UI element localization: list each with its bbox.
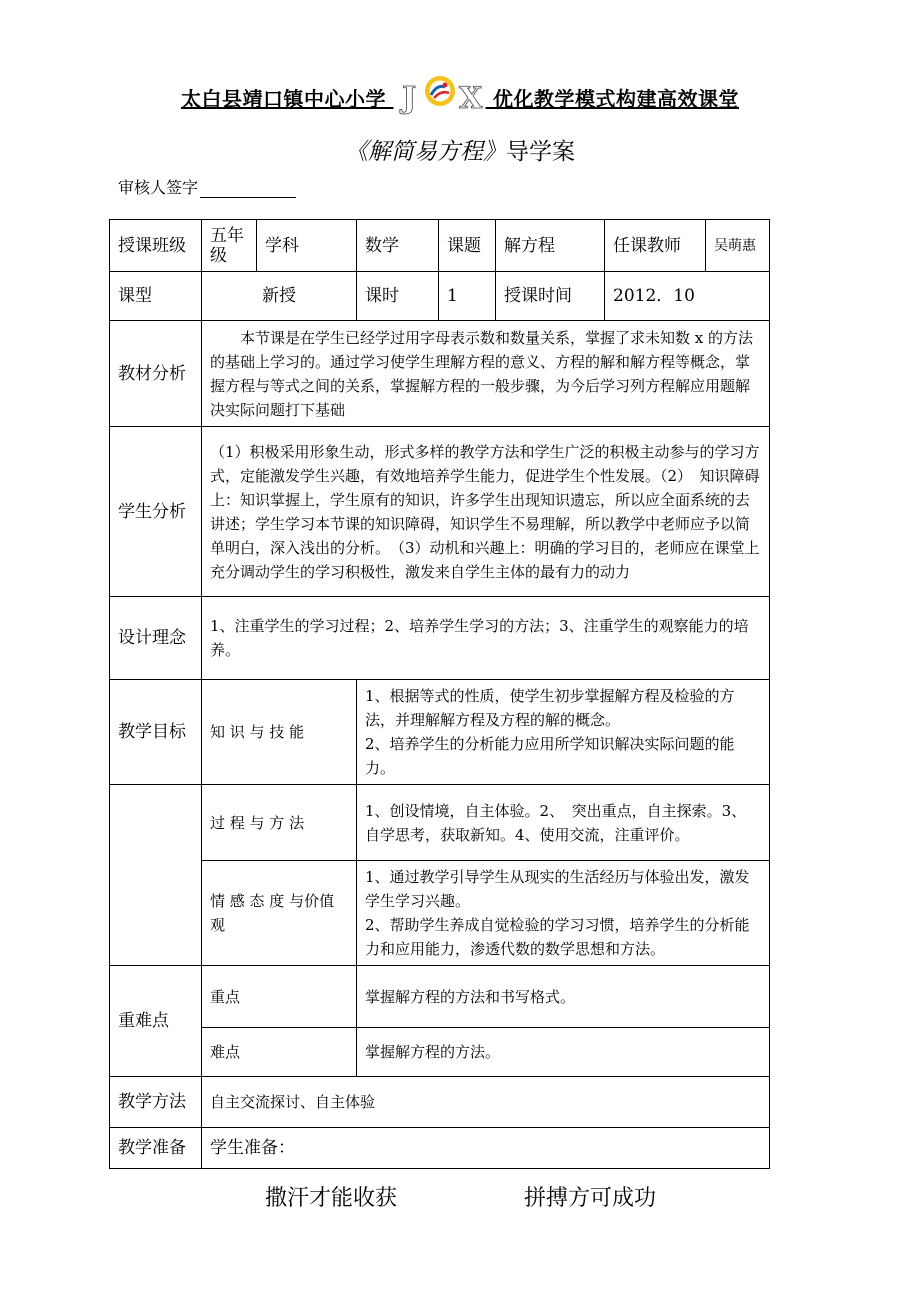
school-logo: [400, 74, 483, 119]
table-row: [110, 220, 770, 272]
table-row: [110, 1028, 770, 1077]
table-row: [110, 427, 770, 597]
lesson-plan-table: [109, 219, 770, 1169]
knowledge-line-1: 1、根据等式的性质，使学生初步掌握解方程及检验的方 法，并理解解方程及方程的解的概念。: [365, 687, 735, 729]
cell-student-text: （1）积极采用形象生动，形式多样的教学方法和学生广泛的积极主动参与的学习方式，定能激发学生兴趣，有效地培养学生能力，促进学生个性发展。（2） 知识障碍上：知识掌握上，学生原有的知识，许多学生出现知识遗忘，所以应全面系统的去讲述；学生学习本节课的知识障碍，知识学生不易理解，所以教学中老师应予以简单明白，深入浅出的分析。 （3）动机和兴趣上：明确的学习目的，老师应在课堂上充分调动学生的学习积极性，激发来自学生主体的最有力的动力: [202, 427, 770, 597]
emotion-line-1: 1、通过教学引导学生从现实的生活经历与体验出发，激发学生学习兴趣。: [365, 868, 750, 910]
cell-subject-label: 学科: [257, 220, 357, 272]
table-row: [110, 785, 770, 861]
table-row: [110, 597, 770, 680]
reviewer-signature: [118, 175, 296, 198]
cell-student-label: 学生分析: [110, 427, 202, 597]
cell-difficulty-text: 掌握解方程的方法。: [357, 1028, 770, 1077]
cell-subject-value: 数学: [357, 220, 439, 272]
cell-hours-value: 1: [439, 272, 496, 321]
cell-topic-label: 课题: [439, 220, 496, 272]
table-row: [110, 321, 770, 427]
cell-topic-value: 解方程: [496, 220, 605, 272]
table-row: [110, 1077, 770, 1128]
cell-type-value: 新授: [202, 272, 357, 321]
cell-class-value: 五年级: [202, 220, 257, 272]
cell-goals-label: 教学目标: [110, 680, 202, 785]
svg-text:X: X: [458, 81, 483, 116]
header-line: [181, 81, 739, 116]
cell-method-label: 教学方法: [110, 1077, 202, 1128]
cell-focus-label: 重点: [202, 966, 357, 1028]
title-suffix: 导学案: [506, 139, 575, 165]
cell-prep-label: 教学准备: [110, 1128, 202, 1169]
cell-type-label: 课型: [110, 272, 202, 321]
cell-teacher-label: 任课教师: [605, 220, 706, 272]
svg-text:J: J: [401, 81, 417, 116]
cell-design-text: 1、注重学生的学习过程；2、培养学生学习的方法；3、注重学生的观察能力的培养。: [202, 597, 770, 680]
school-logo-icon: [400, 74, 483, 116]
document-header: [0, 78, 920, 123]
table-row: [110, 861, 770, 966]
cell-class-label: 授课班级: [110, 220, 202, 272]
cell-emotion-text: [357, 861, 770, 966]
cell-goals-empty: [110, 785, 202, 966]
school-name: 太白县靖口镇中心小学: [181, 87, 387, 111]
cell-method-text: 自主交流探讨、自主体验: [202, 1077, 770, 1128]
cell-knowledge-label: 知 识 与 技 能: [202, 680, 357, 785]
table-row: [110, 272, 770, 321]
cell-material-label: 教材分析: [110, 321, 202, 427]
cell-difficulty-label: 难点: [202, 1028, 357, 1077]
cell-time-value: 2012．10: [605, 272, 770, 321]
cell-knowledge-text: [357, 680, 770, 785]
slogan: 优化教学模式构建高效课堂: [492, 87, 739, 111]
cell-process-label: 过 程 与 方 法: [202, 785, 357, 861]
cell-material-text: 本节课是在学生已经学过用字母表示数和数量关系，掌握了求未知数 x 的方法的基础上学习的。通过学习使学生理解方程的意义、方程的解和解方程等概念，掌握方程与等式之间的关系，掌握解方程的一般步骤，为今后学习列方程解应用题解决实际问题打下基础: [202, 321, 770, 427]
motto-left: 撒汗才能收获: [265, 1186, 398, 1211]
cell-prep-text: 学生准备：: [202, 1128, 770, 1169]
cell-time-label: 授课时间: [496, 272, 605, 321]
emotion-line-2: 2、帮助学生养成自觉检验的学习习惯，培养学生的分析能力和应用能力，渗透代数的数学思想和方法。: [365, 916, 750, 958]
motto-right: 拼搏方可成功: [524, 1186, 657, 1211]
page-title: [0, 133, 920, 166]
cell-emotion-label: 情 感 态 度 与价值观: [202, 861, 357, 966]
cell-process-text: 1、创设情境，自主体验。2、 突出重点，自主探索。3、自学思考，获取新知。4、使用交流，注重评价。: [357, 785, 770, 861]
signature-line: [200, 181, 296, 198]
cell-teacher-value: 吴萌惠: [706, 220, 770, 272]
table-row: [110, 1128, 770, 1169]
cell-key-label: 重难点: [110, 966, 202, 1077]
table-row: [110, 680, 770, 785]
cell-design-label: 设计理念: [110, 597, 202, 680]
reviewer-label: 审核人签字: [118, 178, 199, 197]
cell-focus-text: 掌握解方程的方法和书写格式。: [357, 966, 770, 1028]
title-book: 《解简易方程》: [345, 139, 506, 165]
knowledge-line-2: 2、培养学生的分析能力应用所学知识解决实际问题的能力。: [365, 735, 735, 777]
table-row: [110, 966, 770, 1028]
cell-hours-label: 课时: [357, 272, 439, 321]
